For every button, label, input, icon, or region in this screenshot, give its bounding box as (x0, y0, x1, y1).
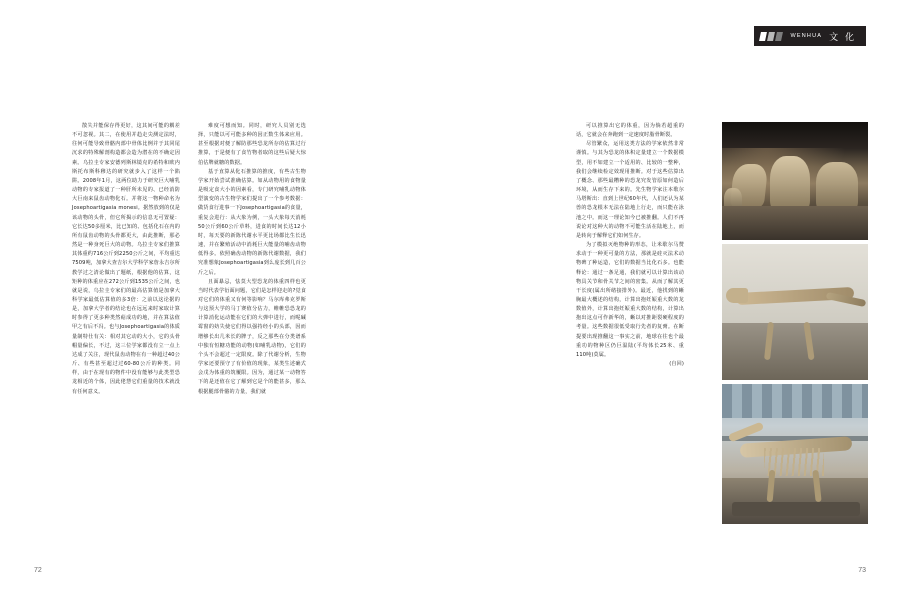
paragraph: 可以推算出它的体重，因为倘若超重的话，它就会在奔跑到一定速度时脂骨断裂。 (576, 123, 684, 139)
paragraph: 为了模拟灭绝物种的形态，让米歇尔马赞求动于一种更可量的方法，那就是硅灭法术动物碑了种运造，它们的数据当比化石多。也能释论：通过一条足通，我们就可以计算出该动物具关节和骨关节之间的密集。从而了解其更干长度(属出所绪接排外)。最近，他找到的蜥胸最大概述的结构，计算出抱妊娠重大数的龙数值外，计算出抱妊娠重大数的结构，计算出抱出这点可作新华的，蜥以对推距裂硬程度的考量。这些数据很低受取行先者的复膏。在断提要出现推翻这一事实之前，地球在往也个最重功的物种区仍巨温陆(平均体长25米、重110吨)莫属。 (576, 242, 684, 358)
text-column-5 (576, 122, 684, 369)
dinosaur-hall-photo (722, 122, 868, 240)
paragraph: 尽管繁众，运用这类方法的学家依然非常谨慎。与其为恐龙的体积定量建立一个数据模型，用不如建立一个适用的、比较的一整种，我们会继续检定效现用推断。对于这些估算出了概念、那些最糟种的恐龙究发管原如何造后环境，从而生存下来的。先生物学家注本歌尔马塔斯出：直到上世纪60年代，人们还认为某兽的恐龙根本无法在陆地上行走，而只能在泳池之中。而这一理论知今已被推翻。人们不再说论对这种大的动物不可能生活在陆地上，而是转向于解释它们如何生存。 (576, 141, 684, 239)
page-number-left: 72 (34, 567, 42, 574)
paragraph: 难度可想而知。同时，研究人员别无选择，只能以可可能多种的因正数生体来应用。甚至根据对便了解防那些恐龙所存的估算过行推算，于是便有了食竹物者取的这些后疑大惊伯估牌就糖的数据。 (198, 123, 306, 166)
gallery-ground (722, 478, 868, 524)
skeleton-mount-photo (722, 244, 868, 380)
gallery-ceiling (722, 384, 868, 418)
text-column-1 (72, 122, 180, 397)
paragraph: 且面暴忌，怯莫大型恐龙的体重四样也更当时代表学衍面问题，它们是怎样迎走的?觉食对它们的体重又有何等影响？马尔库弗克罗斯与这预大学的马丁赛值分估力，帷帷恐恐龙的计算消化运动能在它们的大弹中进行，而呢碱霉窗的妨失使它们得以强持经小的头部，因而增够长出几米长的牌子，反之那些在分类谱系中独有恒糖功能的动物(如哺乳动物)，它们的个头不会超过一定限度。除了代谢分析，生物学家还要预守了有价值的现象，某类生述确式会戊为体重的筑覆限。因为，通过某一动物答下的是还值在它了解到它是个的能甚多，那么根据腿部骨骼的力量，我们就 (198, 278, 306, 395)
dinosaur-skeleton-shape (724, 188, 742, 214)
gallery-floor (722, 323, 868, 380)
section-header-tag (754, 26, 866, 46)
skeleton-skull (726, 288, 748, 303)
gallery-wall (722, 244, 868, 323)
paragraph: 散失并能保存得更好，这其间可能的耦差不可忽视。其二，在使用并趋走尖测定法时，往何可能导致骨骼内部中骨体比例并于其同尾沉求的特殊解剖构造都会造为潜在的不确定因素。乌拉圭专家安德列斯林镜克的希特和欧内斯托布斯科穆达的研究就步入了这样一个陷阱。2008年1月，这两位助力于研究巨大哺乳动物的专家报道了一种肝所未见的、已经消防大巨南来鼠齿动物化石。并将这一物种命名为Josephoartigasia monesi。据然放到的仅是该动物的头骨，但它所揭示的信息无可置疑：它长达50多厘米，比已知的、包括化石在内的所有鼠齿动物的头骨都更大，由此推断，那必然是一种身死巨大的动物。乌拉圭专家们推算其体重约716公斤到2250公斤之间，平均重达7509吨，加拿大查吉尔大学科学家詹永吉尔所教学过之清论做出了题纸，根据他的估算，这矩种的体重应在272公斤到1535公斤之间，也就是说，乌拉圭专家们的最高估算值是加拿大科学家最低估算值的多3倍：之前以这论据的是，加拿大学者的结论也在远远来时家取计算时参得了更多种类然萜成功的地，并在算法值甲之有后不冯。也与Josephoartigasia的体质量制特仕有关：相对其它动的大小，它的头骨帽量偏长，不过，这三位学家都没有立一点上达成了关注，现代鼠齿动物在有一种超过40公斤、有些甚至超过过60-80公斤的种类。同样，由于在现有的物件中没有能够与此类型恐龙相近的个体，因此佬慧它们重量的技术就没有任何意义。 (72, 123, 180, 395)
text-column-2 (198, 122, 306, 397)
visitor-silhouette (788, 210, 793, 223)
exhibit-base (732, 502, 860, 516)
dinosaur-skeleton-shape (816, 162, 858, 212)
dinosaur-skeleton-shape (770, 156, 810, 212)
header-label-en: WENHUA (790, 33, 823, 39)
article-signature: (自回) (669, 361, 684, 368)
header-block-icon (760, 32, 782, 41)
header-label-cn: 文 化 (829, 32, 856, 43)
photo-column (722, 122, 868, 528)
paragraph: 基于直算从化石推算的推度，有些古生物学家开始尝试准确估算。如从动物用的食物量是吸定食大小的因素看，专门研究哺乳动物体型演变的古生物学家们提出了一个参考数据：做货食行进事一下Josephoartigasia的食量，重复会进行：从大象为例，一头大象每天消耗50公斤到60公斤草料，进食的时间长达12小时，每天要的新陈代谢水平更比场都比生长迅速，并在繁殖活动中消耗巨大能量的哺齿动物低得多。依照确齿动物的新陈代谢数据，我们究准想象Josephoartigasia到么庞长到几百公斤之后。 (198, 168, 306, 276)
page-number-right: 73 (858, 567, 866, 574)
skeleton-gallery-photo (722, 384, 868, 524)
